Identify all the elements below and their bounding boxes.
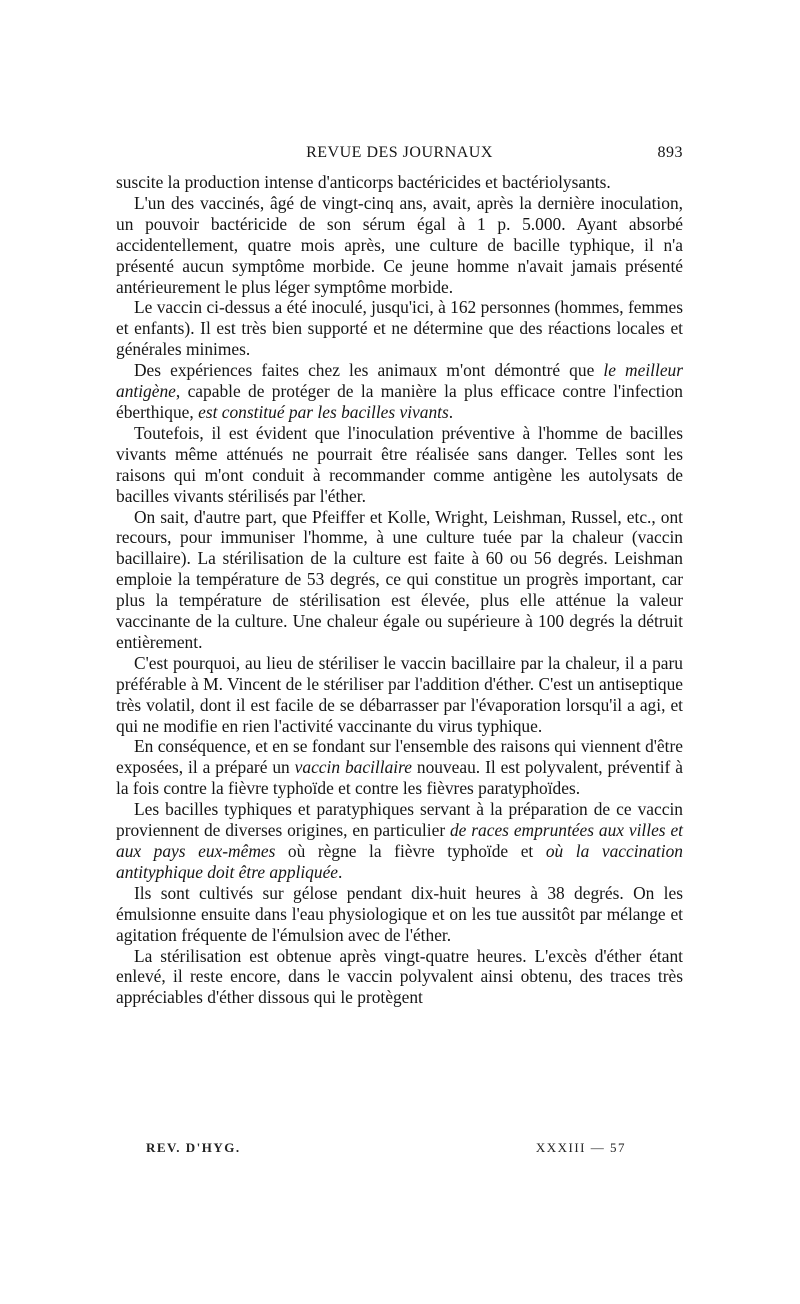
- text-run: nouveau. Il est polyvalent, préventif à la fois contre la fièvre typhoïde et contre les fièvres paratyphoïdes.: [116, 757, 683, 799]
- paragraph: [116, 172, 683, 193]
- paragraph: [116, 799, 683, 883]
- text-run: Ils sont cultivés sur gélose pendant dix-huit heures à 38 degrés. On les émulsionne ensuite dans l'eau physiologique et on les tue aussitôt par mélange et agitation fréquente de l'émulsion avec de l'éther.: [116, 882, 683, 945]
- journal-page: [116, 140, 683, 1008]
- text-run: .: [448, 401, 454, 422]
- text-run: .: [338, 861, 343, 882]
- paragraph: [116, 297, 683, 360]
- page-number: 893: [657, 144, 683, 161]
- footer-volume-signature: XXXIII — 57: [535, 1140, 626, 1155]
- running-head-title: REVUE DES JOURNAUX: [306, 144, 493, 161]
- italic-text: vaccin bacillaire: [294, 757, 412, 778]
- paragraph: [116, 653, 683, 737]
- paragraph: [116, 736, 683, 799]
- text-run: Toutefois, il est évident que l'inoculation préventive à l'homme de bacilles vivants même atténués ne pourrait être réalisée sans danger. Telles sont les raisons qui m'ont conduit à recommander comme antigène les autolysats de bacilles vivants stérilisés par l'éther.: [116, 422, 683, 506]
- article-body: [116, 172, 683, 1008]
- paragraph: [116, 360, 683, 423]
- text-run: En conséquence, et en se fondant sur l'ensemble des raisons qui viennent d'être exposées, il a préparé un: [116, 736, 683, 778]
- text-run: La stérilisation est obtenue après vingt-quatre heures. L'excès d'éther étant enlevé, il reste encore, dans le vaccin polyvalent ainsi obtenu, des traces très appréciables d'éther dissous qui le protègent: [116, 945, 683, 1008]
- text-run: , capable de protéger de la manière la plus efficace contre l'infection éberthique,: [116, 381, 683, 422]
- paragraph: [116, 423, 683, 507]
- text-run: suscite la production intense d'anticorps bactéricides et bactériolysants.: [116, 172, 611, 192]
- text-run: On sait, d'autre part, que Pfeiffer et Kolle, Wright, Leishman, Russel, etc., ont recours, pour immuniser l'homme, à une culture tuée par la chaleur (vaccin bacillaire). La stérilisation de la culture est faite à 60 ou 56 degrés. Leishman emploie la température de 53 degrés, ce qui constitue un progrès important, car plus la température de stérilisation est élevée, plus elle atténue la valeur vaccinante de la culture. Une chaleur égale ou supérieure à 100 degrés la détruit entièrement.: [116, 506, 683, 652]
- text-run: C'est pourquoi, au lieu de stériliser le vaccin bacillaire par la chaleur, il a paru préférable à M. Vincent de le stériliser par l'addition d'éther. C'est un antiseptique très volatil, dont il est facile de se débarrasser par l'évaporation lorsqu'il a agi, et qui ne modifie en rien l'activité vaccinante du virus typhique.: [116, 652, 683, 736]
- paragraph: [116, 507, 683, 653]
- italic-text: le meilleur antigène: [116, 360, 683, 402]
- italic-text: où la vaccination antityphique doit être appliquée: [116, 841, 683, 882]
- paragraph: [116, 193, 683, 298]
- text-run: L'un des vaccinés, âgé de vingt-cinq ans, avait, après la dernière inoculation, un pouvoir bactéricide de son sérum égal à 1 p. 5.000. Ayant absorbé accidentellement, quatre mois après, une culture de bacille typhique, il n'a présenté aucun symptôme morbide. Ce jeune homme n'avait jamais présenté antérieurement le plus léger symptôme morbide.: [116, 192, 683, 297]
- italic-text: de races empruntées aux villes et aux pays eux-mêmes: [116, 820, 683, 861]
- page-footer: [146, 1140, 626, 1160]
- text-run: Le vaccin ci-dessus a été inoculé, jusqu'ici, à 162 personnes (hommes, femmes et enfants). Il est très bien supporté et ne détermine que des réactions locales et générales minimes.: [116, 297, 683, 360]
- footer-journal-signature: REV. D'HYG.: [146, 1140, 241, 1155]
- paragraph: [116, 883, 683, 946]
- running-head: [116, 140, 683, 172]
- italic-text: est constitué par les bacilles vivants: [198, 401, 449, 422]
- text-run: où règne la fièvre typhoïde et: [275, 841, 546, 861]
- text-run: Les bacilles typhiques et paratyphiques servant à la préparation de ce vaccin proviennent de diverses origines, en particulier: [116, 799, 683, 841]
- paragraph: [116, 946, 683, 1009]
- text-run: Des expériences faites chez les animaux m'ont démontré que: [134, 360, 604, 381]
